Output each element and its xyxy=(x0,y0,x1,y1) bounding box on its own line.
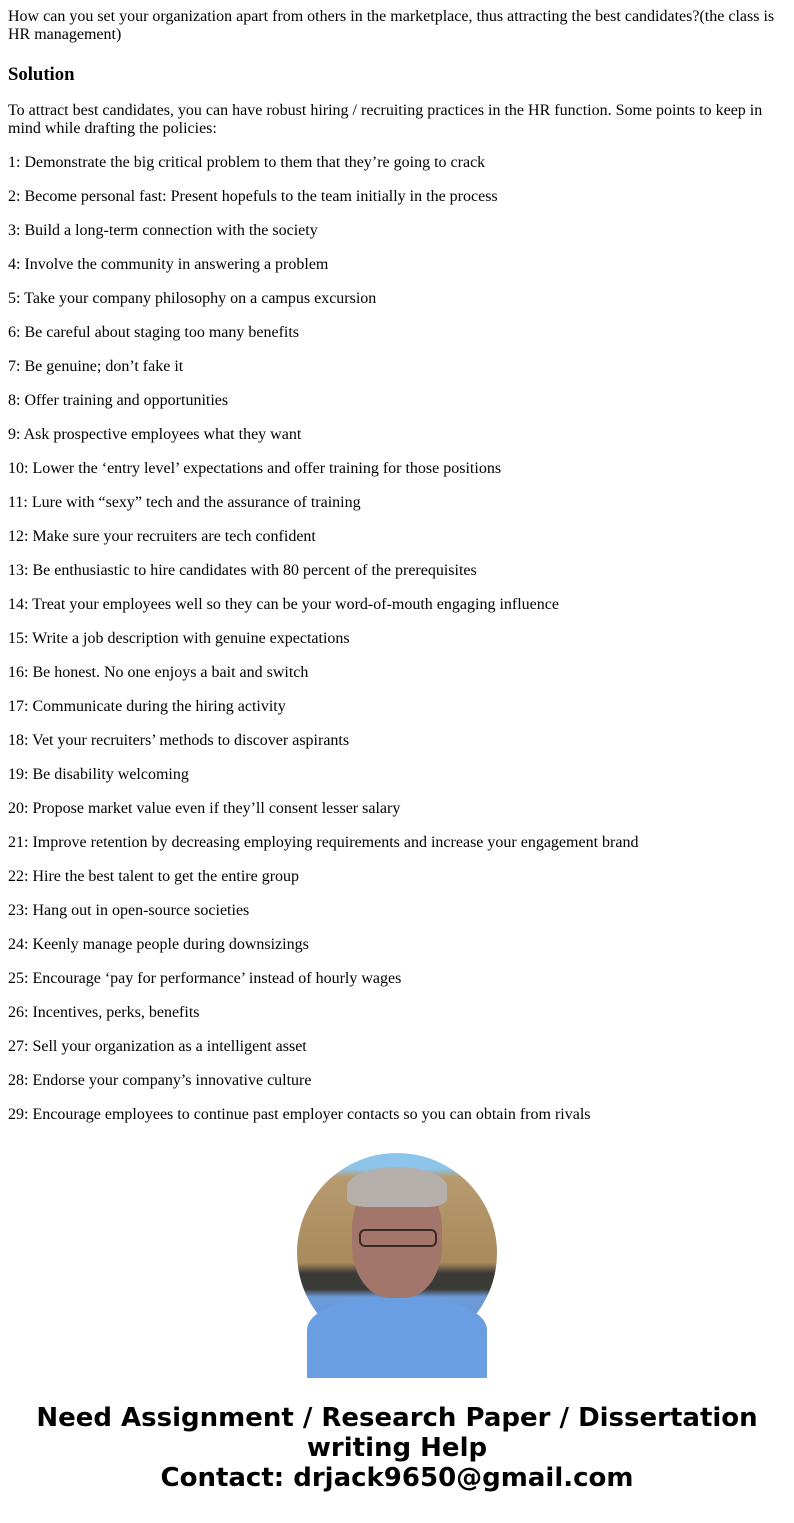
points-list xyxy=(8,154,786,1124)
list-item: 27: Sell your organization as a intelligent asset xyxy=(8,1038,307,1055)
list-item: 9: Ask prospective employees what they want xyxy=(8,426,302,443)
author-avatar xyxy=(297,1153,497,1353)
footer-contact: Contact: drjack9650@gmail.com xyxy=(160,1463,634,1493)
list-item: 29: Encourage employees to continue past employer contacts so you can obtain from rivals xyxy=(8,1106,591,1123)
list-item: 3: Build a long-term connection with the society xyxy=(8,222,318,239)
list-item: 12: Make sure your recruiters are tech confident xyxy=(8,528,316,545)
list-item: 1: Demonstrate the big critical problem to them that they’re going to crack xyxy=(8,154,486,171)
list-item: 4: Involve the community in answering a problem xyxy=(8,256,329,273)
list-item: 18: Vet your recruiters’ methods to discover aspirants xyxy=(8,732,350,749)
list-item: 22: Hire the best talent to get the entire group xyxy=(8,868,300,885)
list-item: 19: Be disability welcoming xyxy=(8,766,189,783)
list-item: 14: Treat your employees well so they can be your word-of-mouth engaging influence xyxy=(8,596,559,613)
document-content xyxy=(8,8,786,1124)
question-text: How can you set your organization apart from others in the marketplace, thus attracting the best candidates?(the class is HR management) xyxy=(8,8,775,43)
list-item: 10: Lower the ‘entry level’ expectations and offer training for those positions xyxy=(8,460,502,477)
list-item: 26: Incentives, perks, benefits xyxy=(8,1004,200,1021)
avatar-glasses xyxy=(359,1229,437,1247)
list-item: 17: Communicate during the hiring activity xyxy=(8,698,286,715)
list-item: 15: Write a job description with genuine expectations xyxy=(8,630,350,647)
list-item: 25: Encourage ‘pay for performance’ instead of hourly wages xyxy=(8,970,402,987)
list-item: 28: Endorse your company’s innovative culture xyxy=(8,1072,312,1089)
list-item: 5: Take your company philosophy on a campus excursion xyxy=(8,290,377,307)
avatar-shirt xyxy=(307,1298,487,1378)
list-item: 2: Become personal fast: Present hopefuls to the team initially in the process xyxy=(8,188,498,205)
list-item: 20: Propose market value even if they’ll consent lesser salary xyxy=(8,800,401,817)
list-item: 7: Be genuine; don’t fake it xyxy=(8,358,184,375)
intro-text: To attract best candidates, you can have robust hiring / recruiting practices in the HR function. Some points to keep in mind while drafting the policies: xyxy=(8,102,763,137)
list-item: 23: Hang out in open-source societies xyxy=(8,902,250,919)
list-item: 6: Be careful about staging too many benefits xyxy=(8,324,300,341)
footer-line-2: writing Help xyxy=(306,1433,488,1463)
list-item: 13: Be enthusiastic to hire candidates with 80 percent of the prerequisites xyxy=(8,562,477,579)
list-item: 16: Be honest. No one enjoys a bait and switch xyxy=(8,664,309,681)
list-item: 21: Improve retention by decreasing employing requirements and increase your engagement brand xyxy=(8,834,639,851)
solution-heading: Solution xyxy=(8,64,75,85)
list-item: 11: Lure with “sexy” tech and the assurance of training xyxy=(8,494,361,511)
avatar-hair xyxy=(347,1167,447,1207)
promo-footer xyxy=(0,1403,794,1493)
list-item: 8: Offer training and opportunities xyxy=(8,392,229,409)
footer-line-1: Need Assignment / Research Paper / Dissertation xyxy=(36,1403,758,1433)
list-item: 24: Keenly manage people during downsizings xyxy=(8,936,309,953)
